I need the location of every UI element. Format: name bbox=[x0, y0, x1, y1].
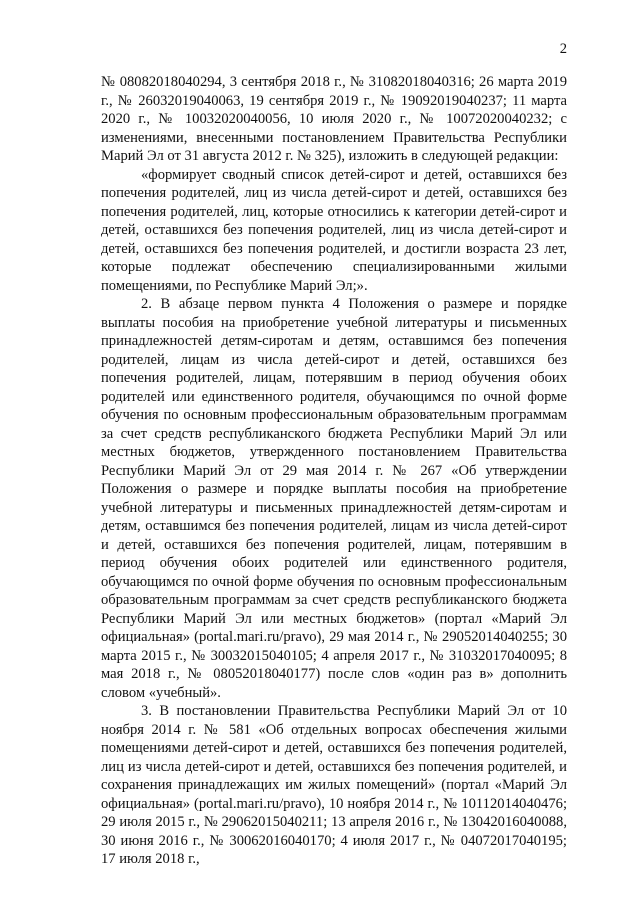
page-number: 2 bbox=[559, 41, 567, 57]
paragraph-item-3: 3. В постановлении Правительства Республики Марий Эл от 10 ноября 2014 г. № 581 «Об отдельных вопросах обеспечения жилыми помещениями детей-сирот и детей, оставшихся без попечения родителей, лиц из числа детей-сирот и детей, оставшихся без попечения родителей, и сохранения принадлежащих им жилых помещений» (портал «Марий Эл официальная» (portal.mari.ru/pravo), 10 ноября 2014 г., № 10112014040476; 29 июля 2015 г., № 29062015040211; 13 апреля 2016 г., № 13042016040088, 30 июня 2016 г., № 30062016040170; 4 июля 2017 г., № 04072017040195; 17 июля 2018 г., bbox=[101, 703, 567, 867]
paragraph-item-2: 2. В абзаце первом пункта 4 Положения о размере и порядке выплаты пособия на приобретение учебной литературы и письменных принадлежностей детям-сиротам и детям, оставшимся без попечения родителей, лицам из числа детей-сирот и детей, оставшихся без попечения родителей, лицам, потерявшим в период обучения обоих родителей или единственного родителя, обучающимся по очной форме обучения по основным профессиональным образовательным программам за счет средств республиканского бюджета Республики Марий Эл или местных бюджетов, утвержденного постановлением Правительства Республики Марий Эл от 29 мая 2014 г. № 267 «Об утверждении Положения о размере и порядке выплаты пособия на приобретение учебной литературы и письменных принадлежностей детям-сиротам и детям, оставшимся без попечения родителей, лицам из числа детей-сирот и детей, оставшихся без попечения родителей, лицам, потерявшим в период обучения обоих родителей или единственного родителя, обучающимся по очной форме обучения по основным профессиональным образовательным программам за счет средств республиканского бюджета Республики Марий Эл или местных бюджетов» (портал «Марий Эл официальная» (portal.mari.ru/pravo), 29 мая 2014 г., № 29052014040255; 30 марта 2015 г., № 30032015040105; 4 апреля 2017 г., № 31032017040095; 8 мая 2018 г., № 08052018040177) после слов «один раз в» дополнить словом «учебный». bbox=[101, 296, 567, 701]
paragraph-quoted-amendment: «формирует сводный список детей-сирот и детей, оставшихся без попечения родителей, лиц из числа детей-сирот и детей, оставшихся без попечения родителей, лиц, которые относились к категории детей-сирот и детей, оставшихся без попечения родителей, лиц из числа детей-сирот и детей, оставшихся без попечения родителей, и достигли возраста 23 лет, которые подлежат обеспечению специализированными жилыми помещениями, по Республике Марий Эл;». bbox=[101, 166, 567, 294]
document-body bbox=[101, 73, 567, 869]
paragraph-continuation: № 08082018040294, 3 сентября 2018 г., № 31082018040316; 26 марта 2019 г., № 26032019040063, 19 сентября 2019 г., № 19092019040237; 11 марта 2020 г., № 10032020040056, 10 июля 2020 г., № 10072020040232; с изменениями, внесенными постановлением Правительства Республики Марий Эл от 31 августа 2012 г. № 325), изложить в следующей редакции: bbox=[101, 74, 567, 164]
